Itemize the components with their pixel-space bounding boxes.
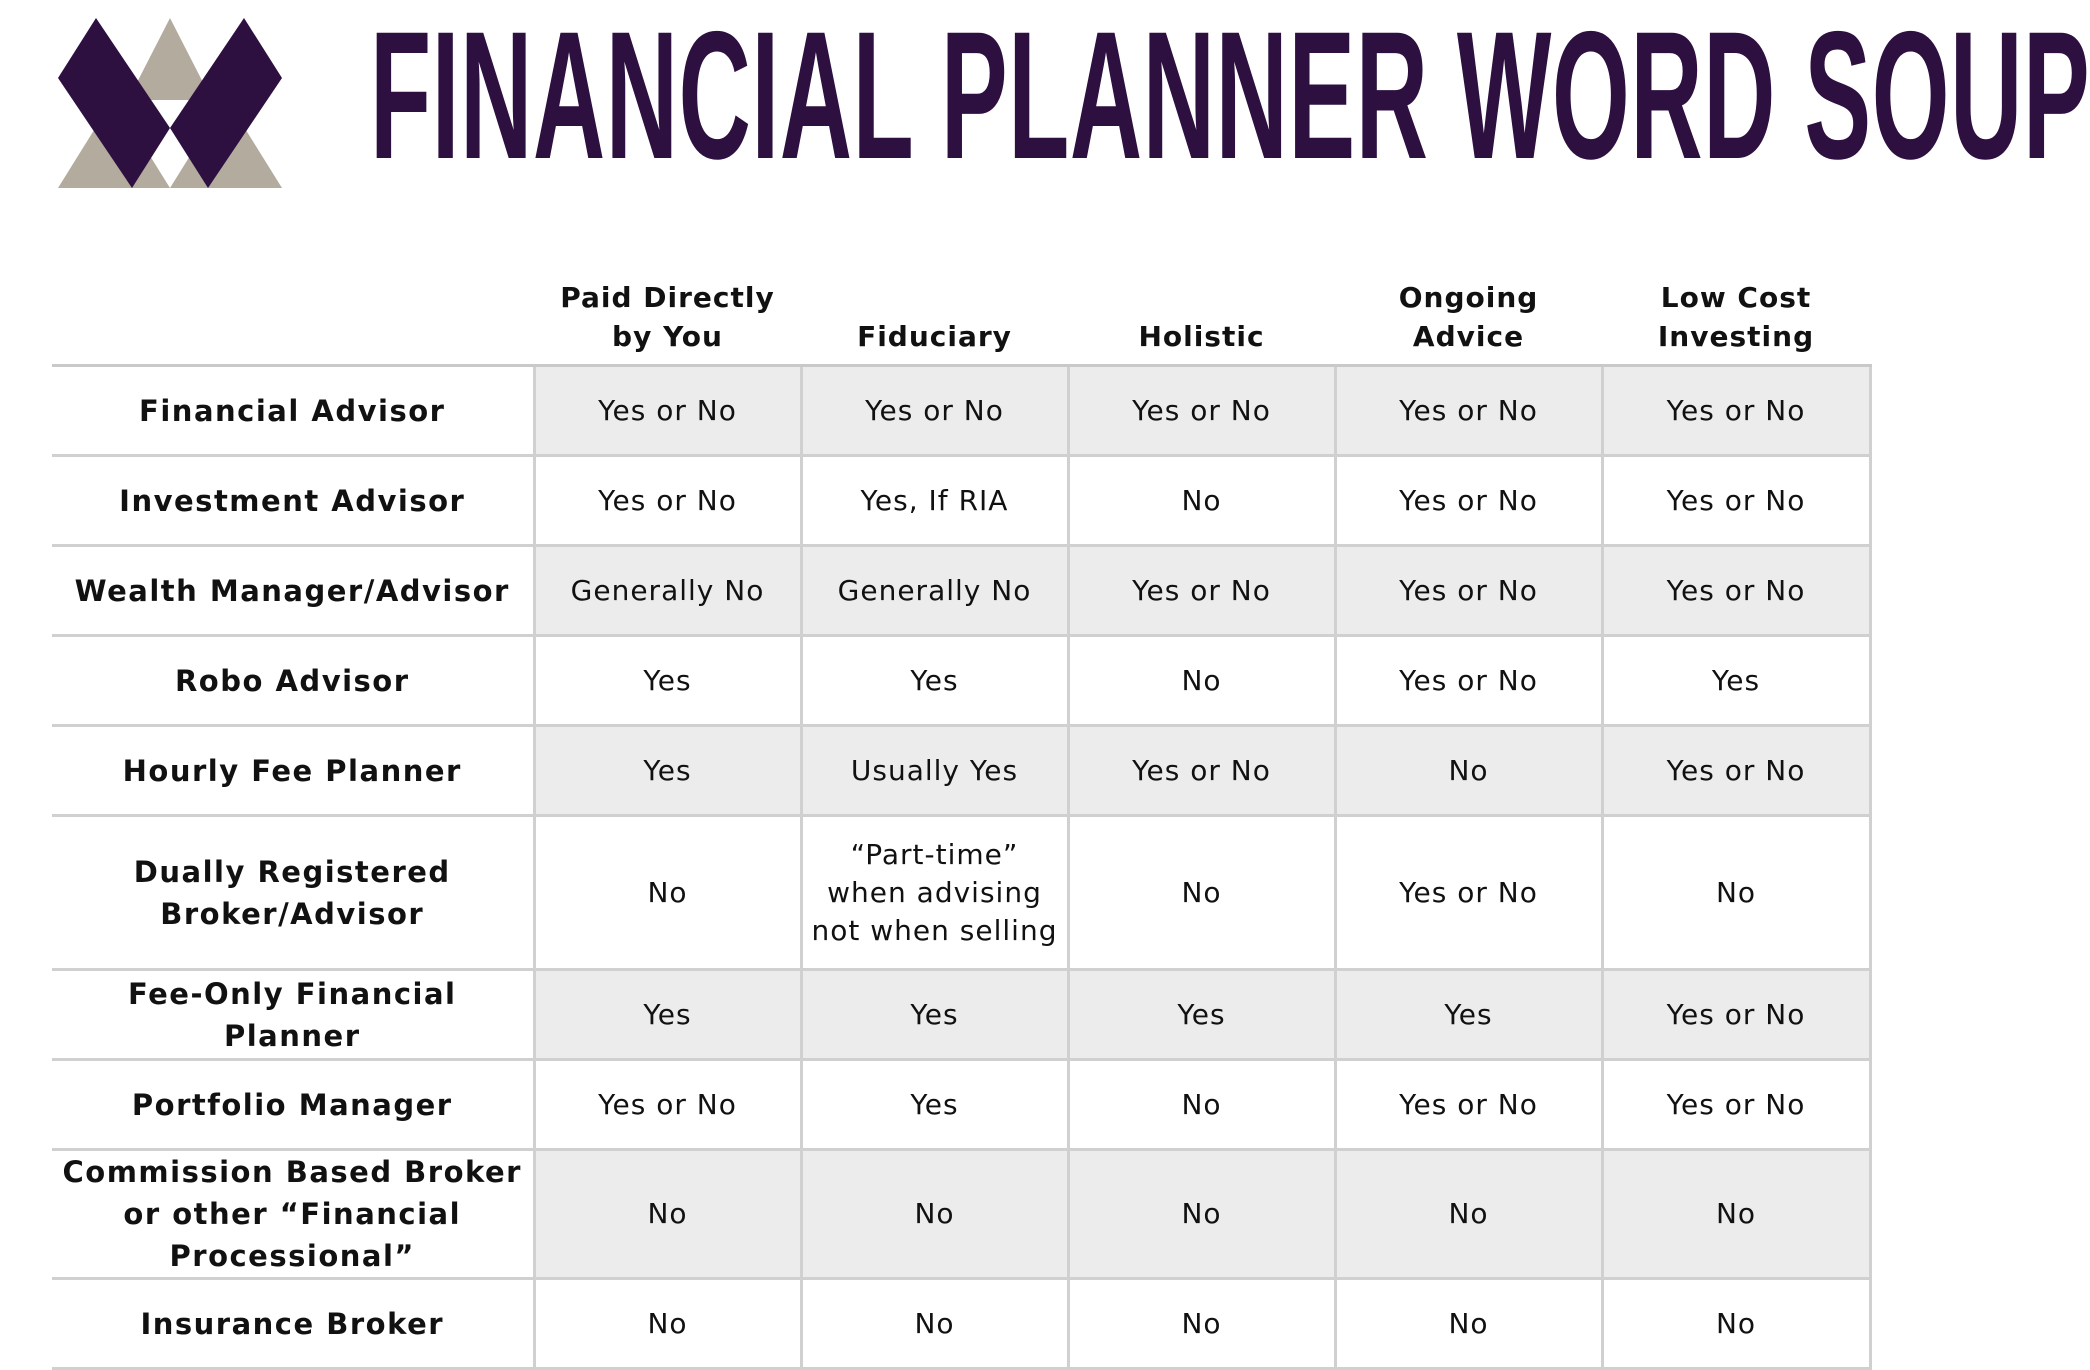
table-cell: No — [801, 1150, 1068, 1279]
table-cell: Yes or No — [1335, 546, 1602, 636]
table-row — [52, 456, 1870, 546]
table-cell: No — [1335, 726, 1602, 816]
table-cell: “Part-time” when advising not when selling — [801, 816, 1068, 970]
table-cell: No — [1335, 1279, 1602, 1369]
table-cell: Yes or No — [1335, 366, 1602, 456]
table-cell: Yes — [534, 970, 801, 1060]
table-cell: Yes — [1068, 970, 1335, 1060]
column-header-line1: Ongoing — [1398, 281, 1539, 314]
table-cell: Yes or No — [1068, 546, 1335, 636]
table-cell: No — [1068, 816, 1335, 970]
table-cell: Generally No — [801, 546, 1068, 636]
table-cell: Generally No — [534, 546, 801, 636]
table-cell: Yes or No — [1602, 726, 1870, 816]
table-cell: Yes — [801, 636, 1068, 726]
table-cell: Yes or No — [1602, 456, 1870, 546]
table-cell: No — [1602, 1279, 1870, 1369]
table-cell: No — [1602, 816, 1870, 970]
corner-cell — [52, 258, 534, 366]
table-cell: Usually Yes — [801, 726, 1068, 816]
table-cell: Yes or No — [1335, 636, 1602, 726]
table-cell: No — [801, 1279, 1068, 1369]
table-cell: Yes, If RIA — [801, 456, 1068, 546]
column-header-line1: Low Cost — [1660, 281, 1812, 314]
column-header-fiduciary — [801, 258, 1068, 366]
column-header-line2: Holistic — [1138, 320, 1265, 353]
page-title: FINANCIAL PLANNER WORD SOUP — [370, 0, 2090, 197]
table-cell: No — [1068, 1060, 1335, 1150]
table-cell: No — [1068, 1279, 1335, 1369]
row-label: Fee-Only Financial Planner — [52, 970, 534, 1060]
row-label: Financial Advisor — [52, 366, 534, 456]
table-row — [52, 366, 1870, 456]
column-header-ongoing-advice — [1335, 258, 1602, 366]
table-cell: Yes or No — [534, 1060, 801, 1150]
table-cell: Yes or No — [1602, 970, 1870, 1060]
column-header-holistic — [1068, 258, 1335, 366]
row-label: Hourly Fee Planner — [52, 726, 534, 816]
column-header-line2: Advice — [1412, 320, 1525, 353]
table-cell: No — [1068, 1150, 1335, 1279]
table-cell: Yes — [1335, 970, 1602, 1060]
table-cell: No — [534, 1150, 801, 1279]
table-cell: No — [534, 1279, 801, 1369]
column-header-paid-directly — [534, 258, 801, 366]
table-row — [52, 546, 1870, 636]
table-cell: Yes — [801, 1060, 1068, 1150]
table-cell: No — [1335, 1150, 1602, 1279]
table-cell: Yes or No — [1335, 456, 1602, 546]
table-row — [52, 726, 1870, 816]
table-cell: Yes — [1602, 636, 1870, 726]
table-cell: Yes or No — [1602, 366, 1870, 456]
table-cell: Yes or No — [534, 456, 801, 546]
column-header-low-cost-investing — [1602, 258, 1870, 366]
table-cell: Yes or No — [1602, 546, 1870, 636]
row-label: Portfolio Manager — [52, 1060, 534, 1150]
table-row — [52, 1060, 1870, 1150]
row-label: Insurance Broker — [52, 1279, 534, 1369]
table-cell: No — [1068, 456, 1335, 546]
column-header-line2: Fiduciary — [857, 320, 1012, 353]
column-header-line1: Paid Directly — [560, 281, 775, 314]
row-label: Investment Advisor — [52, 456, 534, 546]
column-header-line2: by You — [612, 320, 723, 353]
comparison-table — [52, 258, 1872, 1370]
table-cell: Yes — [801, 970, 1068, 1060]
row-label: Dually Registered Broker/Advisor — [52, 816, 534, 970]
table-row — [52, 970, 1870, 1060]
table-row — [52, 1150, 1870, 1279]
table-row — [52, 1279, 1870, 1369]
table-cell: Yes or No — [1068, 366, 1335, 456]
row-label: Wealth Manager/Advisor — [52, 546, 534, 636]
table-cell: Yes or No — [1335, 816, 1602, 970]
header-row — [52, 258, 1870, 366]
table-cell: Yes or No — [801, 366, 1068, 456]
row-label: Robo Advisor — [52, 636, 534, 726]
column-header-line2: Investing — [1657, 320, 1815, 353]
row-label: Commission Based Broker or other “Financial Processional” — [52, 1150, 534, 1279]
table-cell: Yes or No — [1068, 726, 1335, 816]
table-cell: Yes — [534, 726, 801, 816]
table-row — [52, 816, 1870, 970]
table-cell: Yes — [534, 636, 801, 726]
table-cell: Yes or No — [534, 366, 801, 456]
brand-logo — [58, 18, 282, 188]
table-cell: Yes or No — [1335, 1060, 1602, 1150]
table-cell: Yes or No — [1602, 1060, 1870, 1150]
table-cell: No — [1068, 636, 1335, 726]
table-cell: No — [1602, 1150, 1870, 1279]
table-row — [52, 636, 1870, 726]
table-cell: No — [534, 816, 801, 970]
